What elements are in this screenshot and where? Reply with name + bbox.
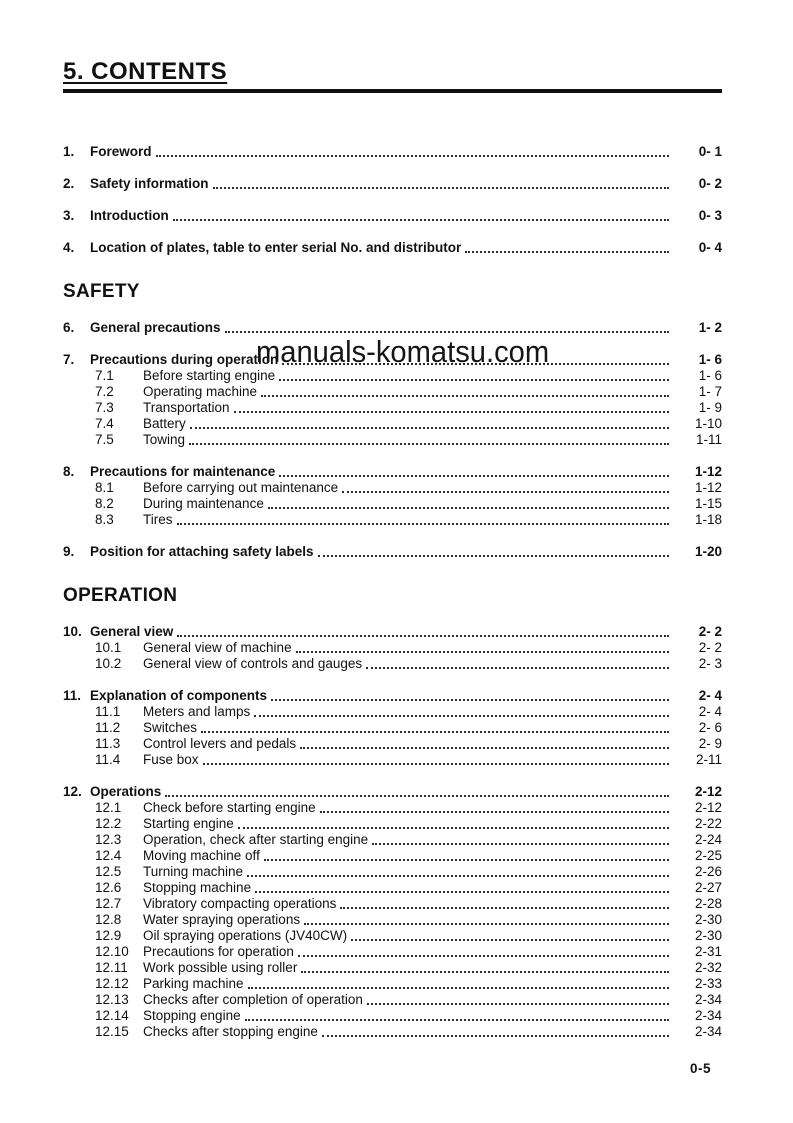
toc-subentry: [63, 416, 722, 432]
dot-leader: [248, 987, 669, 989]
toc-entry-number: 8.1: [95, 480, 114, 495]
toc-entry-page: 2-32: [694, 960, 722, 975]
toc-entry-page: 0- 1: [698, 144, 722, 159]
toc-entry: [63, 239, 722, 256]
dot-leader: [189, 443, 669, 445]
toc-entry-number: 11.: [63, 688, 82, 703]
toc-entry-number: 11.1: [95, 704, 121, 719]
toc-entry: [63, 143, 722, 160]
toc-entry-label: Checks after completion of operation: [143, 992, 363, 1007]
toc-subentry: [63, 800, 722, 816]
toc-entry-label: Position for attaching safety labels: [90, 544, 314, 559]
toc-entry-page: 2- 4: [698, 688, 722, 703]
toc-subentry: [63, 864, 722, 880]
toc-entry-page: 1- 2: [698, 320, 722, 335]
toc-entry-page: 0- 2: [698, 176, 722, 191]
dot-leader: [177, 523, 670, 525]
toc-entry-page: 2-24: [694, 832, 722, 847]
toc-entry-label: Operation, check after starting engine: [143, 832, 369, 847]
toc-entry-page: 2-25: [694, 848, 722, 863]
toc-entry-label: General view of machine: [143, 640, 292, 655]
toc-subentry: [63, 400, 722, 416]
toc-group: [63, 687, 722, 768]
dot-leader: [351, 939, 669, 941]
dot-leader: [177, 635, 669, 637]
toc-entry-number: 12.14: [95, 1008, 129, 1023]
toc-entry-page: 1-20: [694, 544, 722, 559]
toc-entry-label: General view: [90, 624, 174, 639]
dot-leader: [318, 555, 669, 557]
toc-entry-page: 2-22: [694, 816, 722, 831]
toc-subentry: [63, 976, 722, 992]
dot-leader: [282, 363, 669, 365]
dot-leader: [245, 1019, 669, 1021]
dot-leader: [301, 971, 669, 973]
toc-subentry: [63, 928, 722, 944]
toc-entry: [63, 319, 722, 336]
toc-entry-label: Oil spraying operations (JV40CW): [143, 928, 348, 943]
toc-entry-label: Parking machine: [143, 976, 244, 991]
toc-entry-number: 2.: [63, 176, 75, 191]
toc-entry-page: 2- 9: [698, 736, 722, 751]
toc-entry-label: Transportation: [143, 400, 230, 415]
toc-entry: [63, 175, 722, 192]
toc-entry-number: 10.: [63, 624, 82, 639]
dot-leader: [203, 763, 669, 765]
toc-entry-number: 7.4: [95, 416, 114, 431]
toc-entry-number: 3.: [63, 208, 75, 223]
watermark-text: manuals-komatsu.com: [256, 334, 550, 369]
toc-entry-number: 7.5: [95, 432, 114, 447]
toc-entry-label: Check before starting engine: [143, 800, 316, 815]
toc-entry: [63, 687, 722, 704]
toc-entry-page: 2- 2: [698, 640, 722, 655]
footer-page-number: 0-5: [690, 1061, 712, 1076]
toc-entry-page: 2-30: [694, 928, 722, 943]
toc-subentry: [63, 960, 722, 976]
toc-entry-number: 11.3: [95, 736, 121, 751]
dot-leader: [300, 747, 669, 749]
toc-entry-number: 12.7: [95, 896, 122, 911]
toc-entry-label: Tires: [143, 512, 173, 527]
toc-entry-number: 12.6: [95, 880, 122, 895]
toc-subentry: [63, 816, 722, 832]
toc-entry-page: 2-30: [694, 912, 722, 927]
toc-subentry: [63, 384, 722, 400]
toc-entry-page: 0- 4: [698, 240, 722, 255]
toc-entry-page: 1-12: [694, 480, 722, 495]
dot-leader: [190, 427, 669, 429]
toc-subentry: [63, 368, 722, 384]
toc-entry-label: Meters and lamps: [143, 704, 251, 719]
toc-entry-page: 1-18: [694, 512, 722, 527]
toc-entry-label: Work possible using roller: [143, 960, 298, 975]
toc-entry: [63, 207, 722, 224]
toc-entry-label: Control levers and pedals: [143, 736, 297, 751]
dot-leader: [254, 715, 669, 717]
toc-entry-label: Battery: [143, 416, 186, 431]
toc-entry-page: 2- 3: [698, 656, 722, 671]
toc-entry-number: 7.3: [95, 400, 114, 415]
toc-entry-label: Towing: [143, 432, 186, 447]
toc-entry-number: 7.: [63, 352, 75, 367]
dot-leader: [156, 155, 669, 157]
toc-entry-number: 12.13: [95, 992, 129, 1007]
toc-group: [63, 463, 722, 528]
toc-subentry: [63, 848, 722, 864]
toc-entry-number: 12.12: [95, 976, 129, 991]
toc-subentry: [63, 880, 722, 896]
dot-leader: [366, 667, 669, 669]
toc-entry-label: Starting engine: [143, 816, 234, 831]
toc-entry-page: 2-33: [694, 976, 722, 991]
section-heading: OPERATION: [63, 585, 178, 606]
toc-entry-label: Turning machine: [143, 864, 244, 879]
dot-leader: [165, 795, 669, 797]
toc-entry-label: Stopping engine: [143, 1008, 241, 1023]
toc-entry-number: 12.4: [95, 848, 122, 863]
toc-entry-label: Before starting engine: [143, 368, 276, 383]
toc-subentry: [63, 944, 722, 960]
dot-leader: [304, 923, 669, 925]
toc-subentry: [63, 1024, 722, 1040]
toc-entry-label: Precautions during operation: [90, 352, 279, 367]
toc-entry-page: 1-11: [695, 432, 722, 447]
dot-leader: [255, 891, 669, 893]
toc-entry-label: Precautions for operation: [143, 944, 294, 959]
dot-leader: [264, 859, 669, 861]
dot-leader: [261, 395, 669, 397]
table-of-contents: [63, 143, 722, 1040]
title-block: [63, 58, 722, 93]
toc-entry-label: Location of plates, table to enter serial No. and distributor: [90, 240, 462, 255]
toc-entry-number: 12.3: [95, 832, 122, 847]
toc-group: [63, 783, 722, 1040]
toc-group: [63, 319, 722, 336]
toc-entry-number: 12.5: [95, 864, 122, 879]
toc-group: [63, 623, 722, 672]
toc-entry-number: 12.8: [95, 912, 122, 927]
toc-entry-number: 4.: [63, 240, 75, 255]
toc-subentry: [63, 512, 722, 528]
toc-entry-label: General view of controls and gauges: [143, 656, 363, 671]
toc-entry-page: 2-11: [695, 752, 722, 767]
dot-leader: [342, 491, 669, 493]
toc-entry-number: 12.: [63, 784, 82, 799]
dot-leader: [298, 955, 669, 957]
toc-entry-label: Explanation of components: [90, 688, 268, 703]
toc-entry-number: 11.2: [95, 720, 121, 735]
toc-group: [63, 239, 722, 256]
toc-entry-label: Fuse box: [143, 752, 199, 767]
toc-group: [63, 143, 722, 160]
toc-entry: [63, 463, 722, 480]
toc-subentry: [63, 640, 722, 656]
dot-leader: [238, 827, 669, 829]
dot-leader: [271, 699, 669, 701]
toc-entry-number: 12.15: [95, 1024, 129, 1039]
toc-entry-label: General precautions: [90, 320, 221, 335]
dot-leader: [367, 1003, 669, 1005]
toc-subentry: [63, 432, 722, 448]
toc-entry-label: During maintenance: [143, 496, 264, 511]
toc-entry-number: 10.1: [95, 640, 122, 655]
toc-subentry: [63, 496, 722, 512]
toc-entry-number: 12.1: [95, 800, 122, 815]
dot-leader: [340, 907, 669, 909]
toc-subentry: [63, 704, 722, 720]
dot-leader: [322, 1035, 669, 1037]
page-title: 5. CONTENTS: [63, 58, 228, 85]
toc-entry-label: Precautions for maintenance: [90, 464, 276, 479]
section-heading: SAFETY: [63, 281, 140, 302]
toc-entry-page: 2-12: [694, 784, 722, 799]
toc-entry-page: 0- 3: [698, 208, 722, 223]
toc-entry-page: 1- 6: [698, 368, 722, 383]
toc-entry-label: Stopping machine: [143, 880, 252, 895]
dot-leader: [247, 875, 669, 877]
toc-entry-page: 2-27: [694, 880, 722, 895]
dot-leader: [173, 219, 669, 221]
dot-leader: [279, 379, 669, 381]
toc-entry-page: 2-34: [694, 992, 722, 1007]
toc-entry: [63, 543, 722, 560]
dot-leader: [296, 651, 669, 653]
toc-entry-label: Checks after stopping engine: [143, 1024, 318, 1039]
toc-group: [63, 543, 722, 560]
toc-entry-label: Safety information: [90, 176, 209, 191]
toc-subentry: [63, 1008, 722, 1024]
toc-entry-number: 12.9: [95, 928, 122, 943]
toc-entry-page: 2- 6: [698, 720, 722, 735]
toc-entry-number: 7.1: [95, 368, 114, 383]
toc-subentry: [63, 752, 722, 768]
toc-group: [63, 175, 722, 192]
toc-entry-number: 9.: [63, 544, 75, 559]
toc-entry-page: 2- 4: [698, 704, 722, 719]
toc-subentry: [63, 656, 722, 672]
toc-entry-page: 2-28: [694, 896, 722, 911]
page-content: [63, 0, 722, 1055]
toc-entry-page: 2-12: [694, 800, 722, 815]
dot-leader: [213, 187, 669, 189]
toc-entry: [63, 351, 722, 368]
toc-entry-page: 2-34: [694, 1008, 722, 1023]
toc-entry-page: 2-34: [694, 1024, 722, 1039]
toc-entry-label: Before carrying out maintenance: [143, 480, 339, 495]
dot-leader: [320, 811, 669, 813]
toc-entry-number: 8.: [63, 464, 75, 479]
toc-subentry: [63, 480, 722, 496]
toc-entry: [63, 623, 722, 640]
dot-leader: [268, 507, 669, 509]
toc-entry-page: 1- 6: [698, 352, 722, 367]
toc-entry-page: 1-12: [694, 464, 722, 479]
toc-subentry: [63, 912, 722, 928]
dot-leader: [465, 251, 669, 253]
toc-entry-number: 12.11: [95, 960, 128, 975]
toc-entry-number: 12.2: [95, 816, 122, 831]
toc-entry: [63, 783, 722, 800]
toc-entry-label: Operating machine: [143, 384, 258, 399]
toc-entry-label: Operations: [90, 784, 162, 799]
toc-group: [63, 351, 722, 448]
toc-entry-label: Introduction: [90, 208, 169, 223]
toc-entry-number: 6.: [63, 320, 75, 335]
toc-entry-label: Water spraying operations: [143, 912, 301, 927]
toc-entry-page: 2-26: [694, 864, 722, 879]
toc-entry-number: 10.2: [95, 656, 122, 671]
toc-entry-label: Switches: [143, 720, 198, 735]
toc-entry-label: Moving machine off: [143, 848, 260, 863]
dot-leader: [225, 331, 669, 333]
toc-group: [63, 207, 722, 224]
toc-entry-number: 11.4: [95, 752, 121, 767]
toc-entry-label: Foreword: [90, 144, 152, 159]
toc-entry-number: 7.2: [95, 384, 114, 399]
toc-subentry: [63, 736, 722, 752]
toc-entry-page: 1-15: [694, 496, 722, 511]
toc-entry-page: 1- 9: [698, 400, 722, 415]
toc-subentry: [63, 992, 722, 1008]
toc-entry-page: 2-31: [694, 944, 722, 959]
toc-entry-page: 1-10: [694, 416, 722, 431]
toc-subentry: [63, 720, 722, 736]
toc-entry-number: 8.3: [95, 512, 114, 527]
toc-entry-number: 12.10: [95, 944, 129, 959]
toc-subentry: [63, 832, 722, 848]
dot-leader: [234, 411, 669, 413]
dot-leader: [201, 731, 669, 733]
toc-entry-page: 1- 7: [698, 384, 722, 399]
dot-leader: [372, 843, 669, 845]
toc-subentry: [63, 896, 722, 912]
toc-entry-number: 8.2: [95, 496, 114, 511]
dot-leader: [279, 475, 669, 477]
toc-entry-number: 1.: [63, 144, 75, 159]
toc-entry-page: 2- 2: [698, 624, 722, 639]
toc-entry-label: Vibratory compacting operations: [143, 896, 337, 911]
